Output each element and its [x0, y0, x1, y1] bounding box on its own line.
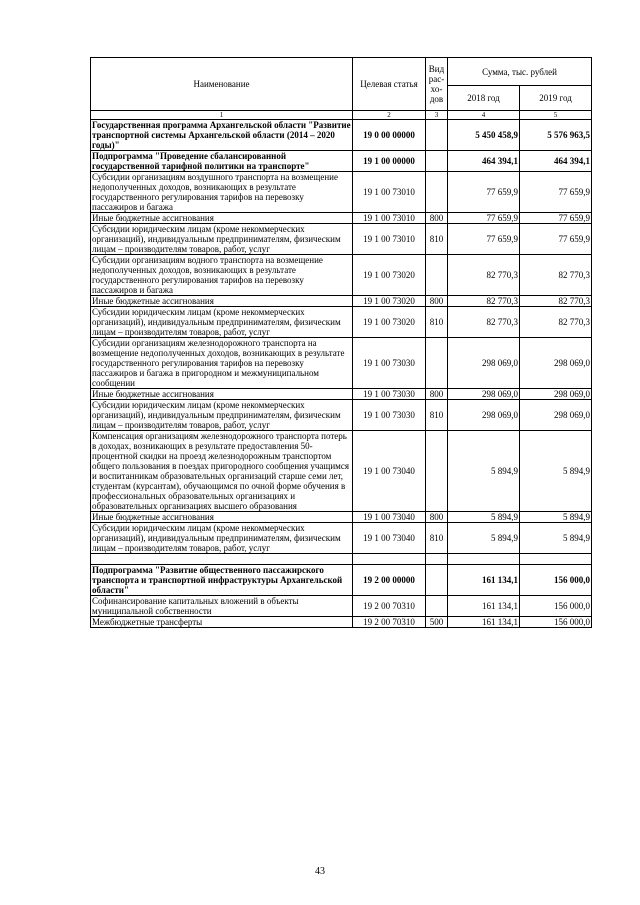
table-row [91, 512, 592, 523]
row-sum-2018-cell: 161 134,1 [448, 565, 520, 596]
row-sum-2019-cell: 5 894,9 [520, 431, 592, 512]
row-code-cell: 19 1 00 73030 [353, 389, 426, 400]
table-row [91, 213, 592, 224]
row-sum-2019-cell: 156 000,0 [520, 596, 592, 617]
row-vid-cell: 810 [426, 224, 448, 255]
header-sum: Сумма, тыс. рублей [448, 58, 592, 86]
table-row [91, 120, 592, 151]
row-code-cell: 19 1 00 73020 [353, 307, 426, 338]
row-name-cell: Подпрограмма "Проведение сбалансированной государственной тарифной политики на транспорте" [91, 151, 353, 172]
row-name-cell: Субсидии юридическим лицам (кроме некоммерческих организаций), индивидуальным предпринимателям, физическим лицам – производителям товаров, работ, услуг [91, 224, 353, 255]
row-name-cell: Государственная программа Архангельской области "Развитие транспортной системы Архангельской области (2014 – 2020 годы)" [92, 120, 351, 150]
row-sum-2019-cell: 82 770,3 [520, 255, 592, 296]
header-code: Целевая статья [353, 58, 426, 111]
row-vid-cell [426, 151, 448, 172]
row-sum-2019-cell: 156 000,0 [520, 617, 592, 628]
row-sum-2019-cell: 298 069,0 [520, 389, 592, 400]
row-sum-2019-cell: 5 576 963,5 [520, 120, 592, 151]
table-row [91, 617, 592, 628]
row-sum-2019-cell: 77 659,9 [520, 213, 592, 224]
row-code-cell: 19 1 00 73020 [353, 255, 426, 296]
row-code-cell: 19 2 00 00000 [353, 565, 426, 596]
row-code-cell: 19 1 00 73040 [353, 431, 426, 512]
row-vid-cell [426, 120, 448, 151]
row-sum-2018-cell: 77 659,9 [448, 213, 520, 224]
budget-table-sheet [90, 57, 591, 628]
row-vid-cell [426, 172, 448, 213]
header-vid: Вид рас-хо-дов [426, 58, 448, 111]
row-sum-2018-cell: 298 069,0 [448, 400, 520, 431]
row-sum-2018-cell: 298 069,0 [448, 389, 520, 400]
row-code-cell: 19 1 00 73030 [353, 338, 426, 389]
table-row [91, 296, 592, 307]
column-numbers-row [91, 111, 592, 120]
col-number-1: 1 [91, 111, 353, 120]
row-vid-cell: 810 [426, 523, 448, 554]
table-row [91, 400, 592, 431]
row-sum-2018-cell: 77 659,9 [448, 224, 520, 255]
row-sum-2019-cell: 5 894,9 [520, 523, 592, 554]
row-sum-2018-cell: 298 069,0 [448, 338, 520, 389]
row-sum-2019-cell: 77 659,9 [520, 224, 592, 255]
row-name-cell: Иные бюджетные ассигнования [91, 296, 353, 307]
page-number: 43 [315, 866, 325, 877]
row-name-cell: Субсидии организациям воздушного транспорта на возмещение недополученных доходов, возникающих в результате государственного регулирования тарифов на перевозку пассажиров и багажа [91, 172, 353, 213]
row-code-cell: 19 1 00 73010 [353, 224, 426, 255]
row-sum-2019-cell: 156 000,0 [520, 565, 592, 596]
col-number-3: 3 [426, 111, 448, 120]
table-row [91, 554, 592, 565]
row-name-cell: Софинансирование капитальных вложений в объекты муниципальной собственности [91, 596, 353, 617]
row-sum-2018-cell: 5 450 458,9 [448, 120, 520, 151]
header-year-2019: 2019 год [520, 86, 592, 111]
row-vid-cell: 800 [426, 512, 448, 523]
row-code-cell: 19 1 00 73010 [353, 172, 426, 213]
row-sum-2018-cell: 82 770,3 [448, 255, 520, 296]
row-vid-cell [426, 565, 448, 596]
row-code-cell: 19 1 00 73030 [353, 400, 426, 431]
table-row [91, 224, 592, 255]
row-code-cell: 19 1 00 73040 [353, 523, 426, 554]
row-code-cell: 19 1 00 00000 [353, 151, 426, 172]
row-name-cell: Компенсация организациям железнодорожного транспорта потерь в доходах, возникающих в результате предоставления 50-процентной скидки на проезд железнодорожным транспортом общего пользования в поездах пригородного сообщения учащимся и воспитанникам образовательных организаций старше семи лет, студентам (курсантам), обучающимся по очной форме обучения в профессиональных образовательных организациях и образовательных организациях высшего образования [91, 431, 353, 512]
budget-table [90, 57, 592, 628]
row-sum-2019-cell: 82 770,3 [520, 296, 592, 307]
table-row [91, 255, 592, 296]
row-name-cell: Подпрограмма "Развитие общественного пассажирского транспорта и транспортной инфраструктуры Архангельской области" [91, 565, 353, 596]
table-row [91, 307, 592, 338]
row-name-cell: Межбюджетные трансферты [91, 617, 353, 628]
row-name-cell: Иные бюджетные ассигнования [91, 512, 353, 523]
row-sum-2018-cell: 5 894,9 [448, 523, 520, 554]
header-name: Наименование [91, 58, 353, 111]
table-row [91, 596, 592, 617]
row-name-cell: Субсидии юридическим лицам (кроме некоммерческих организаций), индивидуальным предпринимателям, физическим лицам – производителям товаров, работ, услуг [91, 523, 353, 554]
header-row [91, 58, 592, 86]
row-vid-cell [426, 338, 448, 389]
row-sum-2019-cell: 298 069,0 [520, 400, 592, 431]
row-vid-cell: 800 [426, 296, 448, 307]
row-name-cell: Иные бюджетные ассигнования [91, 389, 353, 400]
row-sum-2018-cell: 77 659,9 [448, 172, 520, 213]
row-sum-2019-cell: 77 659,9 [520, 172, 592, 213]
row-sum-2019-cell: 298 069,0 [520, 338, 592, 389]
row-sum-2018-cell [448, 554, 520, 565]
row-vid-cell [426, 255, 448, 296]
row-sum-2019-cell [520, 554, 592, 565]
table-row [91, 523, 592, 554]
header-year-2018: 2018 год [448, 86, 520, 111]
row-name-cell: Субсидии организациям железнодорожного транспорта на возмещение недополученных доходов, возникающих в результате государственного регулирования тарифов на перевозку пассажиров и багажа в пригородном и межмуниципальном сообщении [91, 338, 353, 389]
row-sum-2018-cell: 82 770,3 [448, 296, 520, 307]
row-name-cell: Иные бюджетные ассигнования [91, 213, 353, 224]
row-name-cell: Субсидии юридическим лицам (кроме некоммерческих организаций), индивидуальным предпринимателям, физическим лицам – производителям товаров, работ, услуг [91, 400, 353, 431]
table-row [91, 565, 592, 596]
row-sum-2018-cell: 5 894,9 [448, 431, 520, 512]
row-sum-2018-cell: 5 894,9 [448, 512, 520, 523]
table-row [91, 151, 592, 172]
row-name-cell [91, 554, 353, 565]
row-name-cell: Субсидии организациям водного транспорта на возмещение недополученных доходов, возникающих в результате государственного регулирования тарифов на перевозку пассажиров и багажа [91, 255, 353, 296]
row-vid-cell [426, 431, 448, 512]
row-vid-cell: 800 [426, 213, 448, 224]
row-vid-cell [426, 596, 448, 617]
row-vid-cell: 810 [426, 400, 448, 431]
table-row [91, 338, 592, 389]
row-sum-2019-cell: 464 394,1 [520, 151, 592, 172]
row-code-cell: 19 1 00 73040 [353, 512, 426, 523]
row-code-cell: 19 0 00 00000 [353, 120, 426, 151]
row-code-cell: 19 2 00 70310 [353, 617, 426, 628]
row-sum-2018-cell: 161 134,1 [448, 596, 520, 617]
row-code-cell [353, 554, 426, 565]
row-sum-2018-cell: 464 394,1 [448, 151, 520, 172]
row-name-cell: Субсидии юридическим лицам (кроме некоммерческих организаций), индивидуальным предпринимателям, физическим лицам – производителям товаров, работ, услуг [91, 307, 353, 338]
col-number-5: 5 [520, 111, 592, 120]
row-sum-2019-cell: 5 894,9 [520, 512, 592, 523]
row-sum-2018-cell: 82 770,3 [448, 307, 520, 338]
table-row [91, 172, 592, 213]
table-row [91, 431, 592, 512]
row-code-cell: 19 1 00 73010 [353, 213, 426, 224]
row-vid-cell: 500 [426, 617, 448, 628]
row-vid-cell: 810 [426, 307, 448, 338]
col-number-4: 4 [448, 111, 520, 120]
row-sum-2019-cell: 82 770,3 [520, 307, 592, 338]
row-vid-cell: 800 [426, 389, 448, 400]
row-sum-2018-cell: 161 134,1 [448, 617, 520, 628]
col-number-2: 2 [353, 111, 426, 120]
row-vid-cell [426, 554, 448, 565]
row-code-cell: 19 2 00 70310 [353, 596, 426, 617]
table-row [91, 389, 592, 400]
row-code-cell: 19 1 00 73020 [353, 296, 426, 307]
